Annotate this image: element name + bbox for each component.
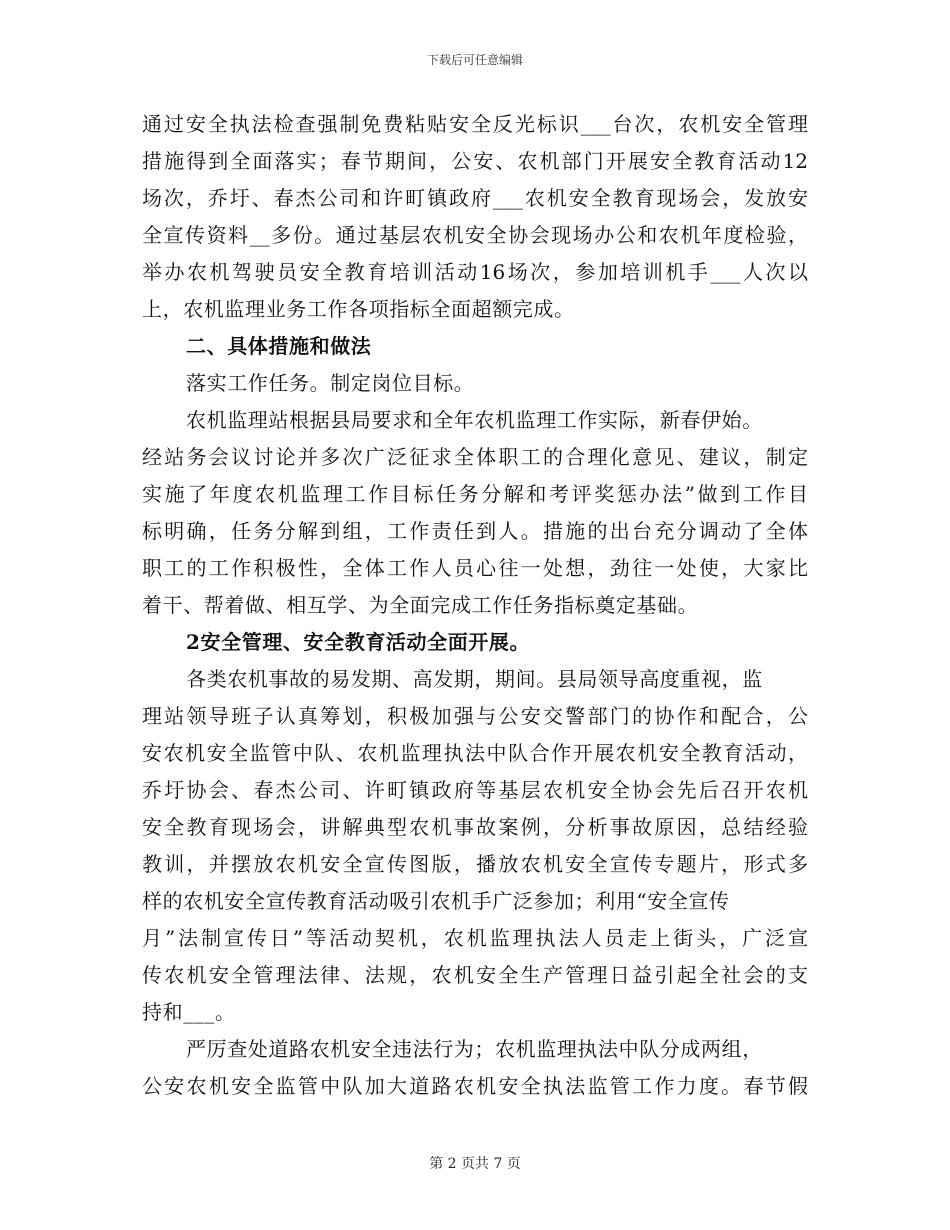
body-line: 安全教育现场会，讲解典型农机事故案例，分析事故原因，总结经验 — [142, 815, 808, 839]
body-line: 公安农机安全监管中队加大道路农机安全执法监管工作力度。春节假 — [142, 1074, 808, 1098]
body-line: 着干、帮着做、相互学、为全面完成工作任务指标奠定基础。 — [142, 593, 699, 617]
body-line: 标明确，任务分解到组，工作责任到人。措施的出台充分调动了全体 — [142, 519, 808, 543]
body-line: 上，农机监理业务工作各项指标全面超额完成。 — [142, 297, 575, 321]
body-line: 月”法制宣传日”等活动契机，农机监理执法人员走上街头，广泛宣 — [142, 926, 808, 950]
body-line: 传农机安全管理法律、法规，农机安全生产管理日益引起全社会的支 — [142, 963, 808, 987]
body-line: 职工的工作积极性，全体工作人员心往一处想，劲往一处使，大家比 — [142, 556, 808, 580]
body-line: 安农机安全监管中队、农机监理执法中队合作开展农机安全教育活动， — [142, 741, 808, 765]
body-line: 乔圩协会、春杰公司、许町镇政府等基层农机安全协会先后召开农机 — [142, 778, 808, 802]
body-line: 经站务会议讨论并多次广泛征求全体职工的合理化意见、建议，制定 — [142, 445, 808, 469]
section-heading: 2安全管理、安全教育活动全面开展。 — [186, 630, 531, 654]
page-number: 第 2 页共 7 页 — [429, 1156, 521, 1172]
body-line: 举办农机驾驶员安全教育培训活动16场次，参加培训机手___人次以 — [142, 260, 808, 284]
section-heading: 二、具体措施和做法 — [186, 334, 372, 358]
body-line: 理站领导班子认真筹划，积极加强与公安交警部门的协作和配合，公 — [142, 704, 808, 728]
document-body — [142, 106, 808, 1105]
body-line: 教训，并摆放农机安全宣传图版，播放农机安全宣传专题片，形式多 — [142, 852, 808, 876]
body-line: 各类农机事故的易发期、高发期，期间。县局领导高度重视，监 — [186, 667, 763, 691]
body-line: 农机监理站根据县局要求和全年农机监理工作实际，新春伊始。 — [186, 408, 763, 432]
body-line: 措施得到全面落实；春节期间，公安、农机部门开展安全教育活动12 — [142, 149, 808, 173]
body-line: 实施了年度农机监理工作目标任务分解和考评奖惩办法”做到工作目 — [142, 482, 808, 506]
body-line: 通过安全执法检查强制免费粘贴安全反光标识___台次，农机安全管理 — [142, 112, 808, 136]
body-line: 落实工作任务。制定岗位目标。 — [186, 371, 475, 395]
body-line: 样的农机安全宣传教育活动吸引农机手广泛参加；利用“安全宣传 — [142, 889, 730, 913]
body-line: 持和___。 — [142, 1000, 236, 1024]
body-line: 场次，乔圩、春杰公司和许町镇政府___农机安全教育现场会，发放安 — [142, 186, 808, 210]
body-line: 严厉查处道路农机安全违法行为；农机监理执法中队分成两组， — [186, 1037, 763, 1061]
page-header: 下载后可任意编辑 — [426, 53, 523, 67]
body-line: 全宣传资料__多份。通过基层农机安全协会现场办公和农机年度检验， — [142, 223, 808, 247]
